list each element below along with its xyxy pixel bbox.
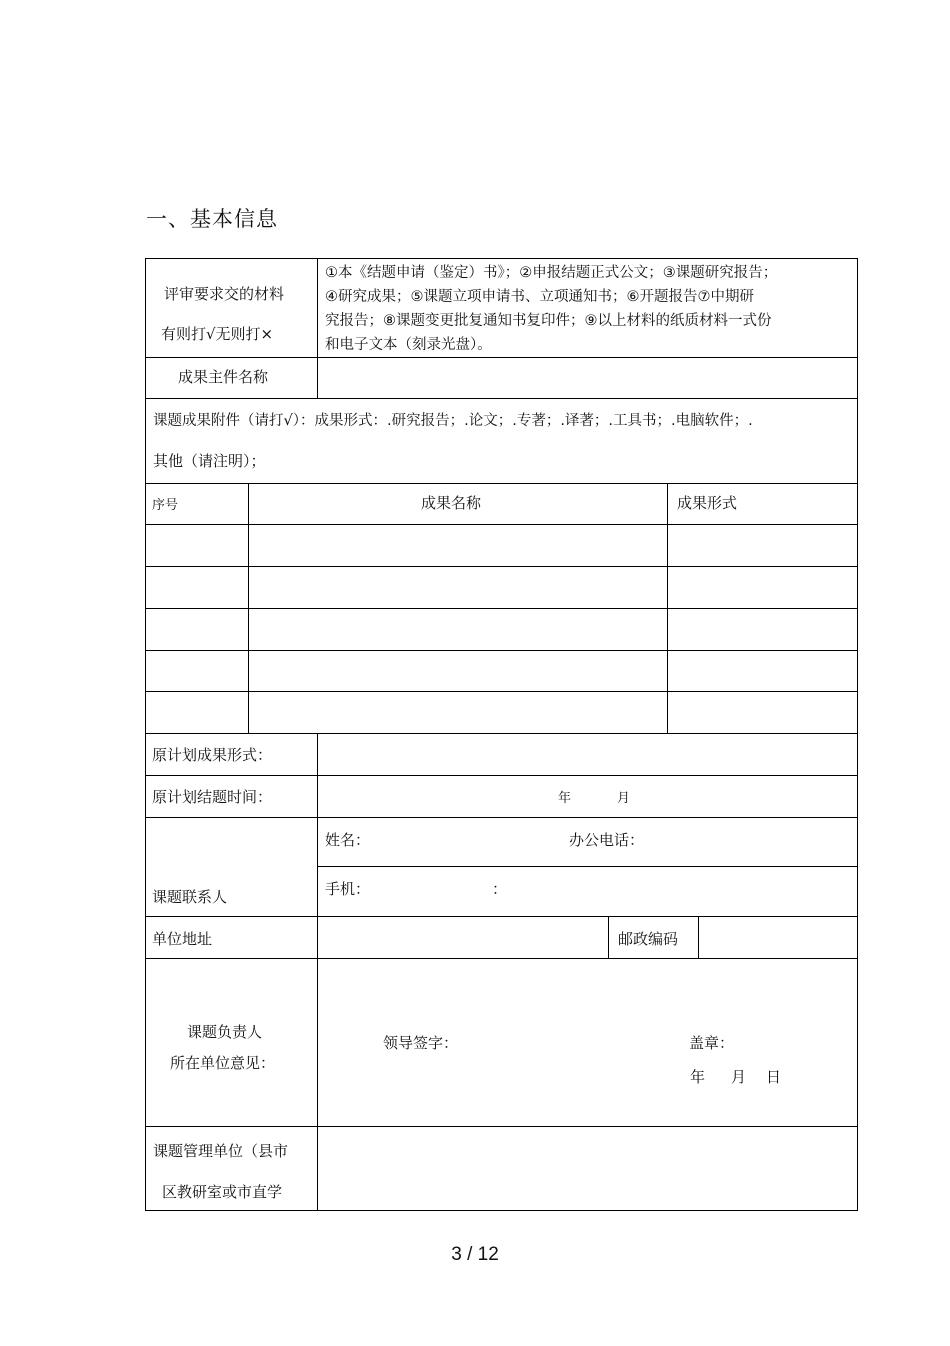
results-row-3-form[interactable] xyxy=(667,608,858,651)
opinion-date-month: 月 xyxy=(731,1068,747,1086)
results-row-2-no[interactable] xyxy=(145,566,249,609)
unit-opinion-label-cell xyxy=(145,958,318,1127)
planned-time-year: 年 xyxy=(558,791,572,806)
results-header-no: 序号 xyxy=(152,498,179,513)
materials-text-line1: ①本《结题申请（鉴定）书》；②申报结题正式公文；③课题研究报告； xyxy=(325,265,778,281)
postcode-input-cell[interactable] xyxy=(698,916,858,959)
contact-office-phone-label: 办公电话： xyxy=(569,831,645,849)
materials-text-line4: 和电子文本（刻录光盘）。 xyxy=(325,337,492,353)
main-title-input-cell[interactable] xyxy=(317,357,858,399)
planned-time-label: 原计划结题时间： xyxy=(152,788,273,806)
section-title: 一、基本信息 xyxy=(146,207,278,231)
address-label: 单位地址 xyxy=(152,930,213,948)
results-row-4-form[interactable] xyxy=(667,650,858,692)
results-row-1-no[interactable] xyxy=(145,524,249,567)
management-content-cell[interactable] xyxy=(317,1126,858,1211)
opinion-date-year: 年 xyxy=(690,1068,706,1086)
materials-label-line1: 评审要求交的材料 xyxy=(164,285,285,303)
results-row-1-name[interactable] xyxy=(248,524,668,567)
contact-mobile-row[interactable] xyxy=(317,866,858,917)
results-header-name: 成果名称 xyxy=(421,494,482,512)
results-row-1-form[interactable] xyxy=(667,524,858,567)
results-row-3-no[interactable] xyxy=(145,608,249,651)
contact-colon: ： xyxy=(492,880,508,898)
address-input-cell[interactable] xyxy=(317,916,609,959)
results-row-5-no[interactable] xyxy=(145,691,249,734)
results-row-4-name[interactable] xyxy=(248,650,668,692)
contact-name-label: 姓名： xyxy=(325,831,371,849)
page-number: 3 / 12 xyxy=(451,1244,499,1265)
postcode-label: 邮政编码 xyxy=(618,930,679,948)
planned-form-input-cell[interactable] xyxy=(317,733,858,776)
results-row-4-no[interactable] xyxy=(145,650,249,692)
results-header-form: 成果形式 xyxy=(677,494,738,512)
planned-time-month: 月 xyxy=(617,791,631,806)
materials-text-line3: 究报告；⑧课题变更批复通知书复印件；⑨以上材料的纸质材料一式份 xyxy=(325,313,772,329)
planned-time-input-cell[interactable] xyxy=(317,775,858,818)
results-row-5-name[interactable] xyxy=(248,691,668,734)
management-label-line2: 区教研室或市直学 xyxy=(162,1183,283,1201)
unit-opinion-label-line1: 课题负责人 xyxy=(187,1023,263,1041)
materials-label-line2: 有则打√无则打× xyxy=(161,325,274,343)
attachments-line2: 其他（请注明）； xyxy=(153,452,266,470)
signature-label: 领导签字： xyxy=(383,1034,459,1052)
contact-mobile-label: 手机： xyxy=(325,880,371,898)
management-label-line1: 课题管理单位（县市 xyxy=(153,1142,289,1160)
materials-text-line2: ④研究成果；⑤课题立项申请书、立项通知书；⑥开题报告⑦中期研 xyxy=(325,289,754,305)
results-row-2-form[interactable] xyxy=(667,566,858,609)
contact-label: 课题联系人 xyxy=(152,888,228,906)
unit-opinion-label-line2: 所在单位意见： xyxy=(170,1054,276,1072)
seal-label: 盖章： xyxy=(689,1034,735,1052)
results-row-5-form[interactable] xyxy=(667,691,858,734)
main-title-label: 成果主件名称 xyxy=(178,368,269,386)
planned-form-label: 原计划成果形式： xyxy=(152,746,273,764)
results-row-3-name[interactable] xyxy=(248,608,668,651)
opinion-date-day: 日 xyxy=(766,1068,782,1086)
results-row-2-name[interactable] xyxy=(248,566,668,609)
attachments-line1: 课题成果附件（请打√）：成果形式：.研究报告；.论文；.专著；.译著；.工具书；.电脑软件；. xyxy=(153,413,753,429)
